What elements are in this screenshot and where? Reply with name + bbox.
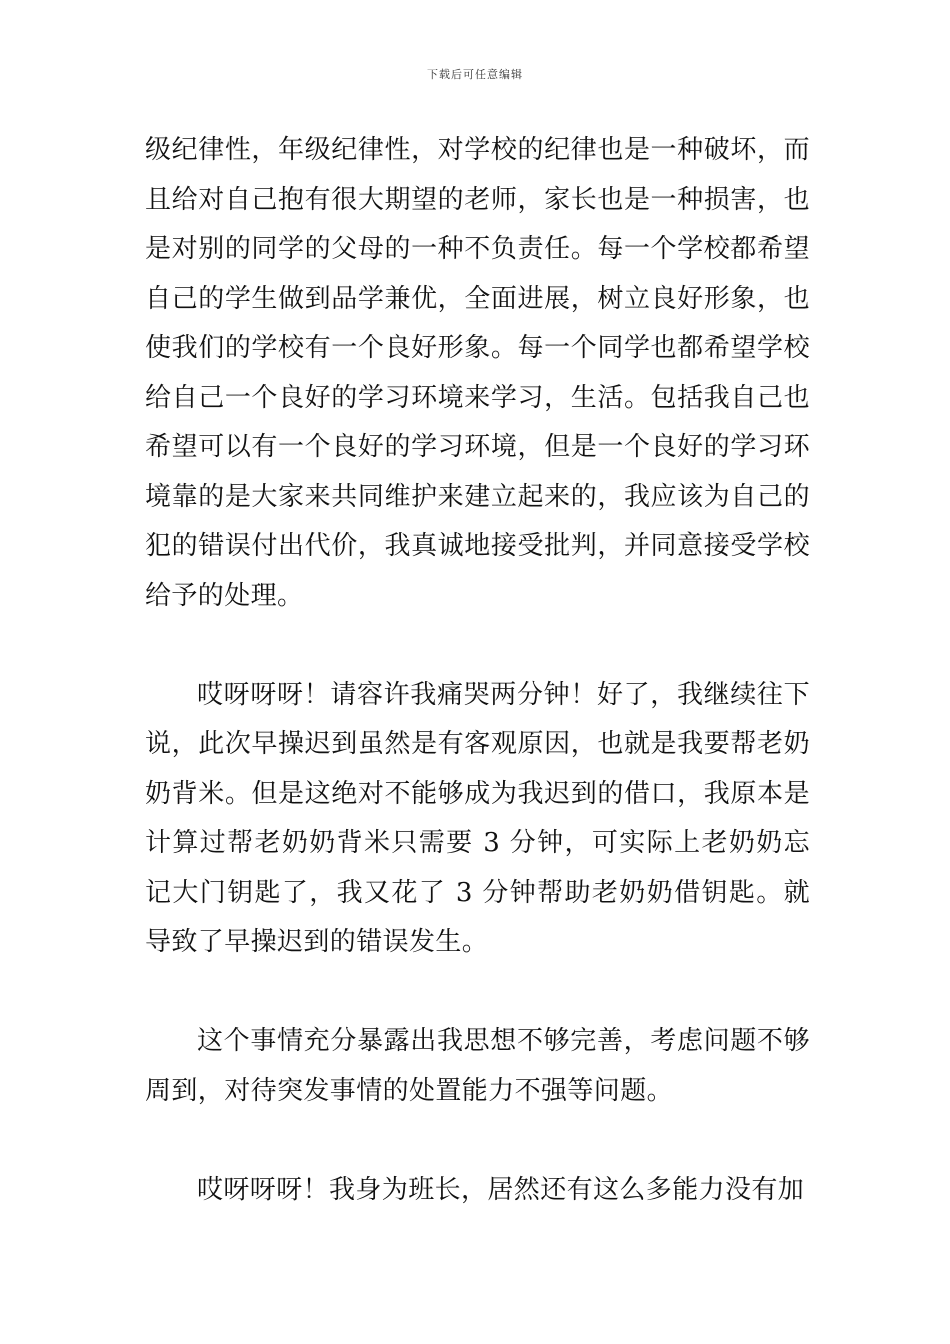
paragraph-2: 哎呀呀呀！请容许我痛哭两分钟！好了，我继续往下说，此次早操迟到虽然是有客观原因，也就是我要帮老奶奶背米。但是这绝对不能够成为我迟到的借口，我原本是计算过帮老奶奶背米只需要 3 分钟，可实际上老奶奶忘记大门钥匙了，我又花了 3 分钟帮助老奶奶借钥匙。就导致了早操迟到的错误发生。 xyxy=(145,679,810,957)
paragraph-gap xyxy=(145,621,810,671)
document-body xyxy=(145,126,810,1215)
paragraph-gap xyxy=(145,1116,810,1166)
paragraph-1: 级纪律性，年级纪律性，对学校的纪律也是一种破坏，而且给对自己抱有很大期望的老师，家长也是一种损害，也是对别的同学的父母的一种不负责任。每一个学校都希望自己的学生做到品学兼优，全面进展，树立良好形象，也使我们的学校有一个良好形象。每一个同学也都希望学校给自己一个良好的学习环境来学习，生活。包括我自己也希望可以有一个良好的学习环境，但是一个良好的学习环境靠的是大家来共同维护来建立起来的，我应该为自己的犯的错误付出代价，我真诚地接受批判，并同意接受学校给予的处理。 xyxy=(145,135,810,611)
paragraph-3: 这个事情充分暴露出我思想不够完善，考虑问题不够周到，对待突发事情的处置能力不强等问题。 xyxy=(145,1026,810,1106)
paragraph-gap xyxy=(145,968,810,1018)
header-note: 下载后可任意编辑 xyxy=(427,68,523,81)
paragraph-4: 哎呀呀呀！我身为班长，居然还有这么多能力没有加 xyxy=(197,1174,805,1205)
